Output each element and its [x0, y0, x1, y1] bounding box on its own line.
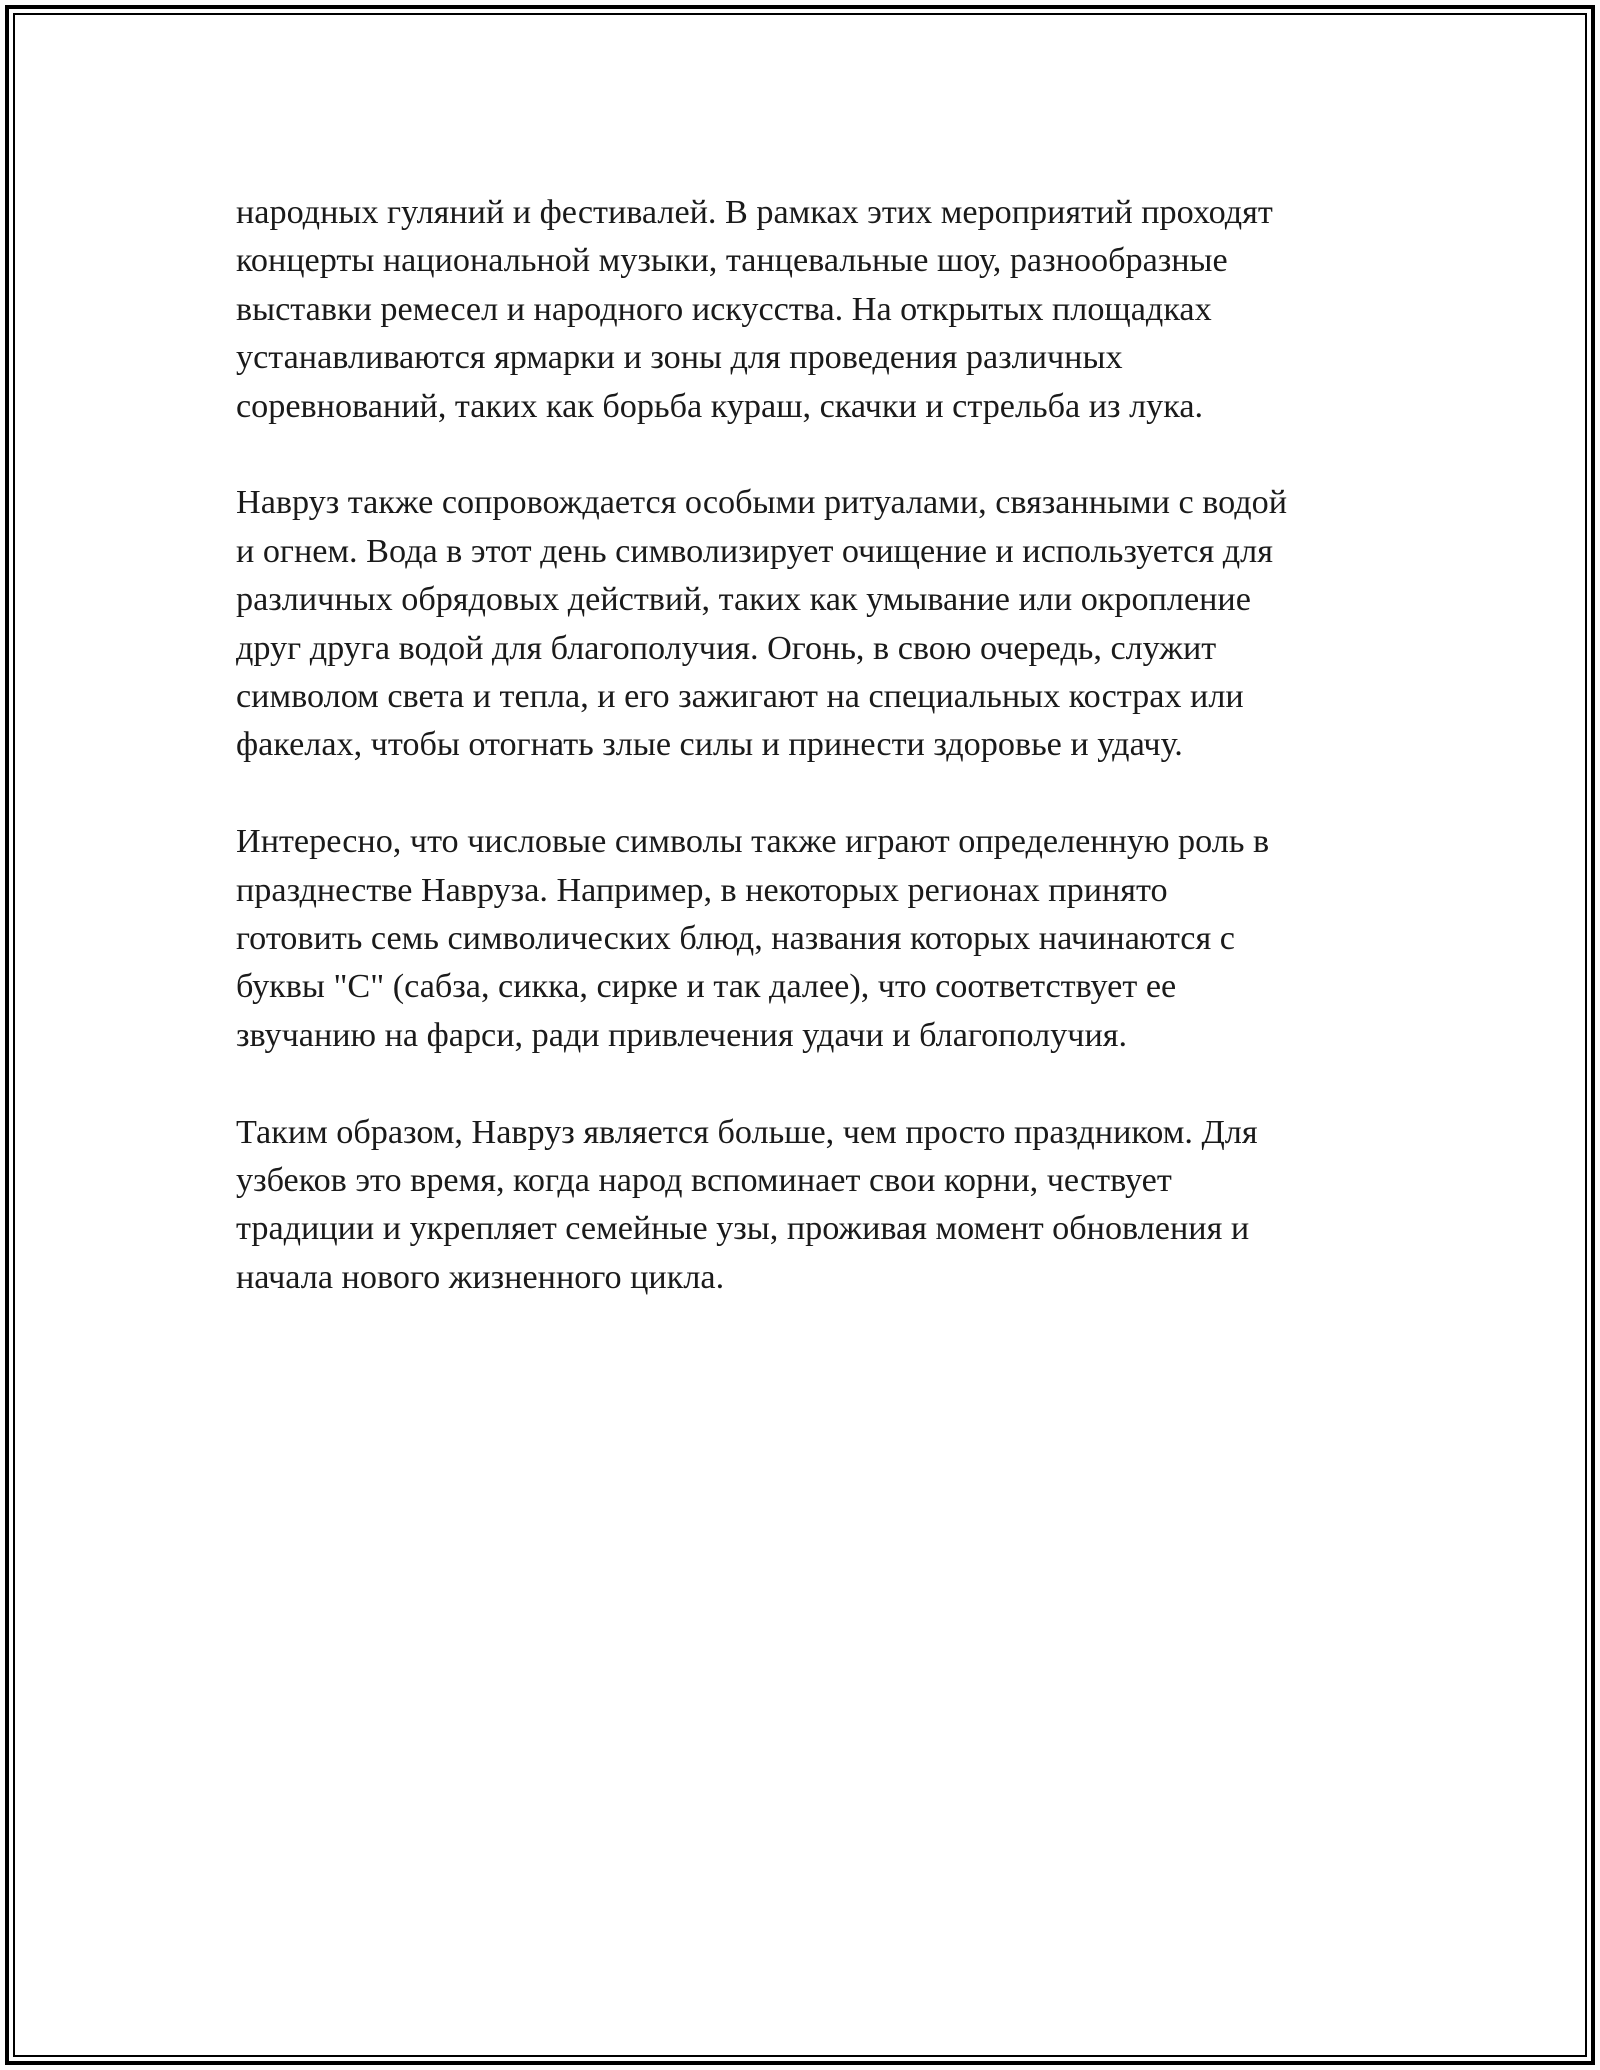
text-line: друг друга водой для благополучия. Огонь, в свою очередь, служит — [236, 629, 1217, 667]
text-line: начала нового жизненного цикла. — [236, 1258, 725, 1296]
text-line: Таким образом, Навруз является больше, чем просто праздником. Для — [236, 1113, 1258, 1151]
text-line: празднестве Навруза. Например, в некоторых регионах принято — [236, 871, 1168, 909]
text-line: традиции и укрепляет семейные узы, проживая момент обновления и — [236, 1210, 1250, 1248]
text-line: звучанию на фарси, ради привлечения удачи и благополучия. — [236, 1016, 1128, 1054]
text-line: факелах, чтобы отогнать злые силы и принести здоровье и удачу. — [236, 726, 1183, 764]
text-line: буквы "С" (сабза, сикка, сирке и так далее), что соответствует ее — [236, 968, 1177, 1006]
text-line: выставки ремесел и народного искусства. На открытых площадках — [236, 290, 1212, 328]
text-line: соревнований, таких как борьба кураш, скачки и стрельба из лука. — [236, 387, 1204, 425]
paragraph-2 — [236, 479, 1376, 769]
document-body — [236, 189, 1376, 1351]
text-line: Навруз также сопровождается особыми ритуалами, связанными с водой — [236, 484, 1288, 522]
text-line: и огнем. Вода в этот день символизирует очищение и используется для — [236, 532, 1273, 570]
text-line: народных гуляний и фестивалей. В рамках этих мероприятий проходят — [236, 194, 1273, 231]
text-line: узбеков это время, когда народ вспоминает свои корни, чествует — [236, 1162, 1172, 1200]
paragraph-4 — [236, 1109, 1376, 1303]
paragraph-3 — [236, 818, 1376, 1060]
text-line: символом света и тепла, и его зажигают на специальных кострах или — [236, 678, 1244, 716]
text-line: концерты национальной музыки, танцевальные шоу, разнообразные — [236, 242, 1228, 280]
text-line: Интересно, что числовые символы также играют определенную роль в — [236, 823, 1270, 861]
text-line: готовить семь символических блюд, названия которых начинаются с — [236, 920, 1235, 958]
text-line: различных обрядовых действий, таких как умывание или окропление — [236, 581, 1251, 619]
paragraph-1 — [236, 189, 1376, 431]
text-line: устанавливаются ярмарки и зоны для проведения различных — [236, 339, 1123, 377]
